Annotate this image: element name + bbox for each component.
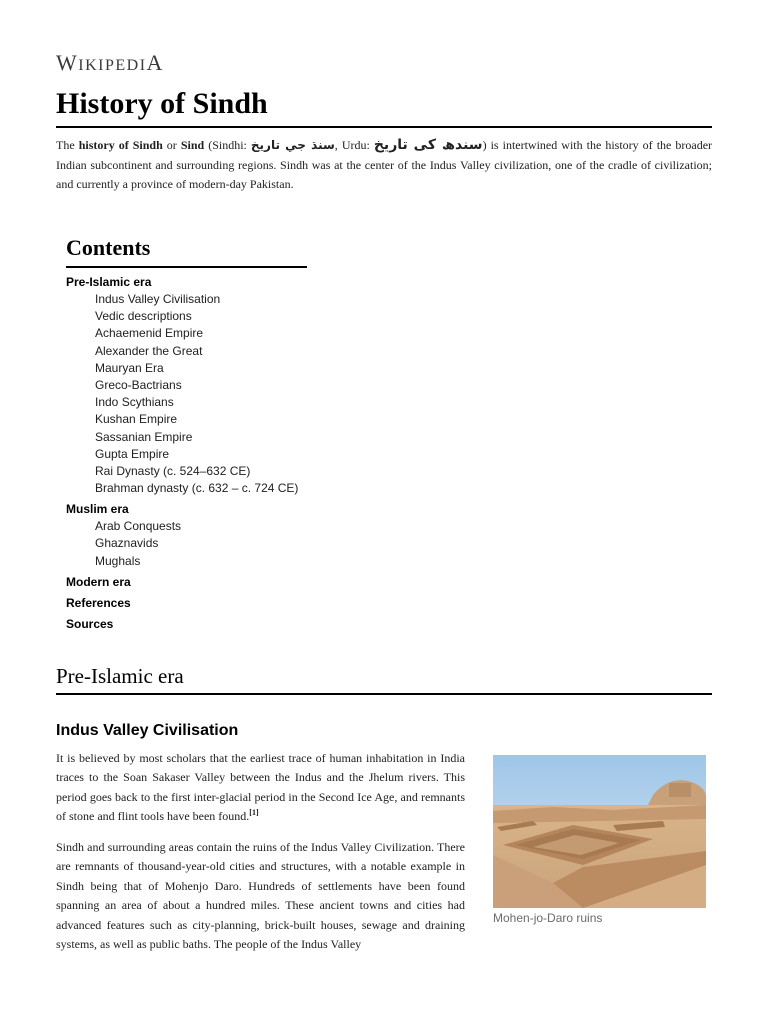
toc-subsection-link[interactable]: Greco-Bactrians (95, 377, 182, 392)
intro-text: or (162, 138, 181, 152)
toc-list (66, 274, 308, 633)
indus-paragraph-1 (56, 749, 465, 827)
intro-text: (Sindhi: (204, 138, 251, 152)
intro-bold-term: Sind (180, 138, 205, 152)
toc-section-link[interactable]: References (66, 595, 131, 610)
mohenjo-daro-image[interactable] (493, 755, 706, 908)
toc-subsection-link[interactable]: Ghaznavids (95, 536, 159, 551)
toc-subsection-link[interactable]: Indo Scythians (95, 395, 174, 410)
intro-paragraph (56, 136, 712, 195)
intro-bold-term: history of Sindh (78, 138, 163, 152)
mohenjo-daro-figure (493, 755, 706, 925)
toc-subsection-link[interactable]: Vedic descriptions (95, 309, 192, 324)
toc-section-link[interactable]: Muslim era (66, 502, 129, 517)
subsection-heading-indus-valley: Indus Valley Civilisation (56, 722, 239, 739)
toc-section-link[interactable]: Modern era (66, 574, 131, 589)
toc-subsection-link[interactable]: Indus Valley Civilisation (95, 292, 221, 306)
logo-last-letter: A (146, 50, 164, 75)
toc-title: Contents (66, 234, 307, 268)
image-caption: Mohen-jo-Daro ruins (493, 911, 603, 925)
logo-middle-letters: IKIPEDI (78, 57, 147, 74)
toc-subsection-link[interactable]: Gupta Empire (95, 446, 170, 461)
indus-paragraph-2: Sindh and surrounding areas contain the ruins of the Indus Valley Civilization. There are remnants of thousand-year-old cities and structures, with a notable example in Sindh being that of Mohenjo Daro. Hundreds of settlements have been found spanning an area of about a hundred miles. These ancient towns and cities had advanced features such as city-planning, brick-built houses, sewage and draining systems, as well as public baths. The people of the Indus Valley (56, 840, 465, 952)
toc-subsection-link[interactable]: Sassanian Empire (95, 429, 193, 444)
toc-subsection-link[interactable]: Achaemenid Empire (95, 326, 204, 341)
table-of-contents (66, 234, 308, 633)
citation-link[interactable]: [1] (249, 808, 259, 818)
section-heading-pre-islamic: Pre-Islamic era (56, 662, 712, 695)
toc-subsection-link[interactable]: Mughals (95, 553, 141, 568)
urdu-name: سندھ کی تاریخ (373, 137, 483, 153)
page-title: History of Sindh (56, 86, 712, 128)
sindhi-name: سنڌ جي تاريخ (250, 138, 335, 152)
paragraph-text: It is believed by most scholars that the earliest trace of human inhabitation in India traces to the Soan Sakaser Valley between the Indus and the Jhelum rivers. This period goes back to the first inter-glacial period in the Second Ice Age, and remnants of stone and flint tools have been found. (56, 751, 465, 824)
toc-section-link[interactable]: Sources (66, 616, 114, 631)
intro-text: The (56, 138, 79, 152)
toc-subsection-link[interactable]: Brahman dynasty (c. 632 – c. 724 CE) (95, 481, 299, 496)
intro-text: , Urdu: (334, 138, 374, 152)
toc-subsection-link[interactable]: Arab Conquests (95, 519, 182, 534)
toc-subsection-link[interactable]: Kushan Empire (95, 412, 178, 427)
toc-subsection-link[interactable]: Rai Dynasty (c. 524–632 CE) (95, 463, 251, 478)
intro-text: ) is intertwined with the history of the broader Indian subcontinent and surrounding regions. Sindh was at the center of the Indus Valley civilization, one of the cradle of civilization; and currently a province of modern-day Pakistan. (56, 138, 713, 191)
toc-section-link[interactable]: Pre-Islamic era (66, 275, 152, 289)
toc-subsection-link[interactable]: Mauryan Era (95, 360, 164, 375)
toc-subsection-link[interactable]: Alexander the Great (95, 343, 203, 358)
wikipedia-logo[interactable] (56, 50, 164, 76)
logo-first-letter: W (56, 50, 79, 75)
